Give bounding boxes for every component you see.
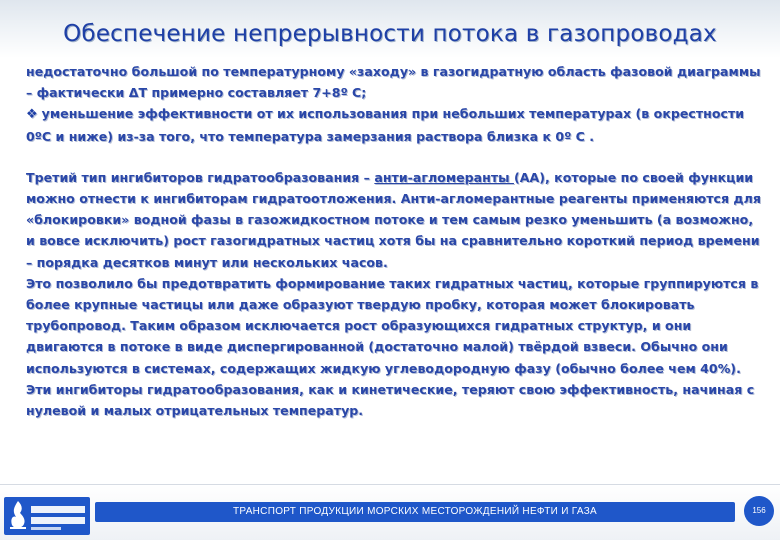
bullet-item [26,103,762,146]
footer-title: ТРАНСПОРТ ПРОДУКЦИИ МОРСКИХ МЕСТОРОЖДЕНИЙ НЕФТИ И ГАЗА [232,506,598,517]
diamond-bullet-icon: ❖ [26,107,38,123]
page-number: 156 [744,496,774,526]
paragraph-1: недостаточно большой по температурному «заходу» в газогидратную область фазовой диаграммы – фактически ΔT примерно составляет 7+8º C; [26,64,761,101]
paragraph-2 [26,167,762,273]
anti-agglomerant-link[interactable]: анти-агломеранты [374,169,514,185]
paragraph-3: Это позволило бы предотвратить формирование таких гидратных частиц, которые группируются в более крупные частицы или даже образуют твердую пробку, которая может блокировать трубопровод. Таким образом исключается рост образующихся гидратных структур, и они двигаются в потоке в виде диспергированной (достаточно малой) твёрдой взвеси. Обычно они используются в системах, содержащих жидкую углеводородную фазу (обычно более чем 40%). Эти ингибиторы гидратообразования, как и кинетические, теряют свою эффективность, начиная с нулевой и малых отрицательных температур. [26,275,759,419]
gazprom-logo [4,497,90,535]
page-title: Обеспечение непрерывности потока в газопроводах [63,21,717,47]
paragraph-2-rest: (АА), которые по своей функции можно отнести к ингибиторам гидратоотложения. Анти-агломерантные реагенты применяются для «блокировки» водной фазы в газожидкостном потоке и тем самым резко уменьшить (а возможно, и вовсе исключить) рост газогидратных частиц хотя бы на сравнительно короткий период времени – порядка десятков минут или нескольких часов. [26,169,761,270]
spacer [26,147,762,167]
paragraph-2-intro: Третий тип ингибиторов гидратообразования – [26,169,375,185]
slide-body [26,61,762,421]
bullet-text: уменьшение эффективности от их использования при небольших температурах (в окрестности 0ºC и ниже) из-за того, что температура замерзания раствора близка к 0º C . [26,106,745,144]
